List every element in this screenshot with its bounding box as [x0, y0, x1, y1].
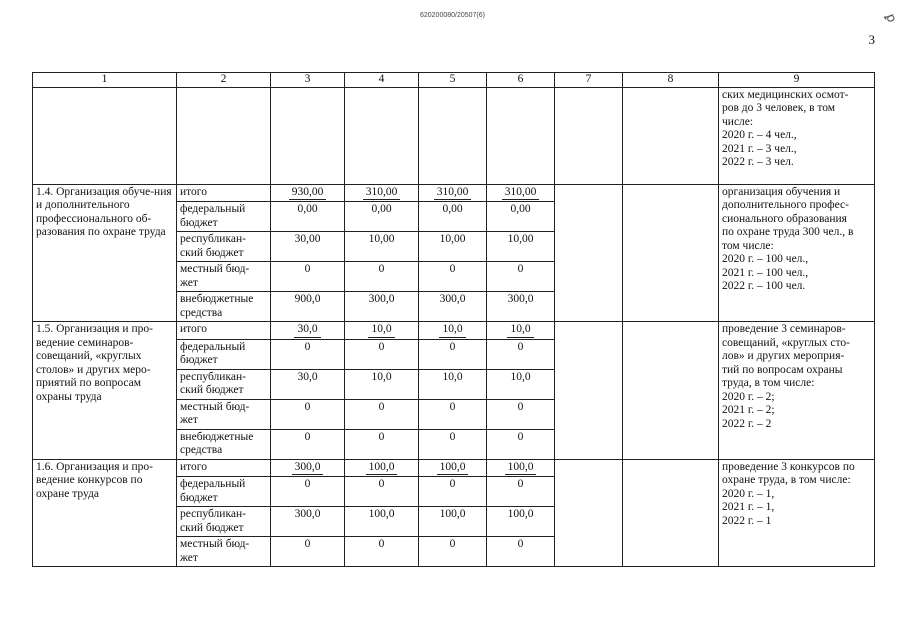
amount-cell — [419, 399, 487, 429]
amount-cell — [419, 429, 487, 459]
amount-cell — [271, 459, 345, 477]
result-line: 2021 г. – 2; — [722, 404, 775, 416]
amount-cell — [345, 184, 419, 202]
amount-value: 0 — [449, 430, 456, 443]
amount-cell — [345, 537, 419, 567]
result-cell — [719, 322, 875, 460]
amount-cell — [271, 399, 345, 429]
funding-source: республикан-ский бюджет — [177, 232, 271, 262]
amount-value: 0 — [449, 400, 456, 413]
amount-cell — [419, 292, 487, 322]
amount-cell — [419, 184, 487, 202]
amount-value: 300,0 — [368, 293, 395, 305]
activity-name: 1.4. Организация обуче-ния и дополнительного профессионального об-разования по охране труда — [33, 184, 177, 322]
funding-source: республикан-ский бюджет — [177, 369, 271, 399]
amount-cell — [271, 339, 345, 369]
funding-source: итого — [177, 322, 271, 340]
amount-cell — [419, 477, 487, 507]
amount-cell — [487, 339, 555, 369]
funding-source: федеральный бюджет — [177, 477, 271, 507]
amount-value: 0 — [304, 430, 311, 443]
result-line: проведение 3 семинаров- — [722, 323, 846, 335]
result-line: по охране труда 300 чел., в — [722, 226, 854, 238]
result-line: 2020 г. – 1, — [722, 487, 775, 500]
funding-source: местный бюд-жет — [177, 537, 271, 567]
empty-column-8 — [623, 184, 719, 322]
amount-cell — [419, 232, 487, 262]
empty-column-7 — [555, 184, 623, 322]
result-cell — [719, 184, 875, 322]
amount-value: 300,0 — [439, 293, 466, 305]
amount-value: 0 — [304, 538, 311, 550]
amount-cell — [487, 232, 555, 262]
amount-cell — [345, 477, 419, 507]
amount-cell — [419, 459, 487, 477]
result-line: 2021 г. – 1, — [722, 501, 775, 513]
budget-row — [33, 322, 875, 340]
amount-cell — [487, 262, 555, 292]
amount-value: 0 — [304, 340, 311, 353]
activity-name: 1.5. Организация и про-ведение семинаров-совещаний, «круглых столов» и других меро-приятий по вопросам охраны труда — [33, 322, 177, 460]
amount-cell — [345, 399, 419, 429]
amount-cell — [271, 262, 345, 292]
column-header: 2 — [177, 73, 271, 88]
amount-value: 10,0 — [371, 370, 392, 383]
column-header: 7 — [555, 73, 623, 88]
amount-value: 10,0 — [442, 370, 463, 383]
amount-value: 0 — [517, 478, 524, 490]
amount-value: 100,0 — [505, 461, 537, 476]
funding-source: местный бюд-жет — [177, 262, 271, 292]
amount-cell — [419, 507, 487, 537]
amount-value: 0 — [449, 538, 456, 550]
funding-source: внебюджетные средства — [177, 292, 271, 322]
result-line: 2022 г. – 2 — [722, 417, 772, 430]
amount-cell — [345, 507, 419, 537]
result-line: 2021 г. – 3 чел., — [722, 142, 797, 155]
amount-value: 10,0 — [510, 370, 531, 383]
funding-source: внебюджетные средства — [177, 429, 271, 459]
amount-cell — [487, 537, 555, 567]
result-line: 2020 г. – 100 чел., — [722, 253, 809, 265]
amount-cell — [345, 369, 419, 399]
amount-cell — [271, 369, 345, 399]
empty-column-7 — [555, 459, 623, 567]
result-line: совещаний, «круглых сто- — [722, 336, 850, 349]
amount-value: 10,00 — [439, 233, 466, 245]
result-cell — [719, 459, 875, 567]
amount-value: 100,0 — [439, 508, 466, 520]
amount-value: 0 — [304, 478, 311, 490]
amount-cell — [419, 537, 487, 567]
amount-value: 0 — [378, 263, 385, 275]
amount-value: 0 — [449, 478, 456, 490]
amount-value: 100,0 — [437, 461, 469, 476]
amount-value: 10,0 — [507, 323, 533, 338]
amount-value: 0 — [378, 400, 385, 413]
empty-column-8 — [623, 322, 719, 460]
amount-value: 930,00 — [289, 186, 327, 201]
amount-cell — [487, 184, 555, 202]
result-line: 2022 г. – 3 чел. — [722, 156, 794, 168]
amount-value: 10,00 — [507, 233, 534, 245]
column-header: 3 — [271, 73, 345, 88]
amount-cell — [419, 202, 487, 232]
amount-value: 30,0 — [297, 370, 318, 383]
result-line: лов» и других мероприя- — [722, 350, 845, 362]
amount-cell — [345, 292, 419, 322]
amount-value: 0 — [378, 538, 385, 550]
funding-source: местный бюд-жет — [177, 399, 271, 429]
funding-source: итого — [177, 459, 271, 477]
document-code: 620200080/20507(6) — [419, 12, 485, 19]
amount-cell — [345, 459, 419, 477]
amount-cell — [345, 202, 419, 232]
amount-value: 300,0 — [294, 508, 321, 520]
result-line: дополнительного профес- — [722, 199, 849, 211]
amount-cell — [345, 322, 419, 340]
continuation-row — [33, 87, 875, 184]
result-line: тий по вопросам охраны — [722, 363, 843, 376]
amount-cell — [487, 459, 555, 477]
amount-cell — [419, 339, 487, 369]
amount-cell — [487, 202, 555, 232]
amount-cell — [487, 399, 555, 429]
amount-value: 0 — [378, 478, 385, 490]
amount-value: 10,0 — [368, 323, 394, 338]
amount-cell — [271, 429, 345, 459]
funding-source: итого — [177, 184, 271, 202]
amount-value: 0,00 — [297, 203, 318, 215]
result-line: проведение 3 конкурсов по — [722, 460, 855, 473]
amount-cell — [487, 322, 555, 340]
amount-cell — [271, 232, 345, 262]
amount-value: 310,00 — [434, 186, 472, 201]
amount-cell — [271, 184, 345, 202]
amount-cell — [487, 369, 555, 399]
page-number: 3 — [868, 32, 875, 47]
funding-source: федеральный бюджет — [177, 339, 271, 369]
amount-cell — [271, 537, 345, 567]
result-line: организация обучения и — [722, 185, 841, 198]
handwritten-mark: ꝑ — [882, 11, 900, 25]
amount-value: 10,0 — [439, 323, 465, 338]
amount-value: 10,00 — [368, 233, 395, 245]
amount-cell — [345, 339, 419, 369]
amount-value: 0,00 — [442, 203, 463, 215]
amount-value: 310,00 — [502, 186, 540, 201]
amount-value: 0 — [517, 340, 524, 353]
funding-source: республикан-ский бюджет — [177, 507, 271, 537]
amount-value: 100,0 — [368, 508, 395, 520]
result-line: 2020 г. – 4 чел., — [722, 129, 797, 141]
amount-value: 300,0 — [507, 293, 534, 305]
amount-cell — [271, 507, 345, 537]
amount-value: 0 — [517, 538, 524, 550]
column-header: 9 — [719, 73, 875, 88]
result-line: сионального образования — [722, 212, 847, 225]
amount-value: 900,0 — [294, 293, 321, 305]
column-header: 4 — [345, 73, 419, 88]
amount-value: 0 — [304, 263, 311, 275]
empty-column-7 — [555, 322, 623, 460]
amount-cell — [487, 292, 555, 322]
amount-cell — [345, 232, 419, 262]
budget-row — [33, 459, 875, 477]
amount-cell — [419, 369, 487, 399]
result-line: 2022 г. – 100 чел. — [722, 280, 806, 292]
amount-value: 0 — [517, 400, 524, 413]
amount-value: 310,00 — [363, 186, 401, 201]
activity-name: 1.6. Организация и про-ведение конкурсов по охране труда — [33, 459, 177, 567]
amount-cell — [271, 202, 345, 232]
amount-cell — [419, 322, 487, 340]
amount-value: 0 — [378, 340, 385, 353]
amount-value: 0 — [449, 340, 456, 353]
amount-cell — [419, 262, 487, 292]
amount-value: 0 — [449, 263, 456, 275]
column-number-row — [33, 73, 875, 88]
result-line: 2021 г. – 100 чел., — [722, 266, 809, 279]
amount-cell — [487, 507, 555, 537]
amount-value: 0,00 — [371, 203, 392, 215]
result-line: охране труда, в том числе: — [722, 474, 851, 486]
amount-cell — [271, 292, 345, 322]
amount-value: 0 — [517, 430, 524, 443]
amount-value: 100,0 — [507, 508, 534, 520]
amount-value: 0 — [517, 263, 524, 275]
result-cell — [719, 87, 875, 184]
amount-value: 0 — [304, 400, 311, 413]
column-header: 1 — [33, 73, 177, 88]
amount-cell — [271, 322, 345, 340]
result-line: ров до 3 человек, в том — [722, 102, 836, 114]
amount-value: 0 — [378, 430, 385, 443]
empty-column-8 — [623, 459, 719, 567]
amount-cell — [487, 429, 555, 459]
result-line: ских медицинских осмот- — [722, 88, 849, 101]
column-header: 8 — [623, 73, 719, 88]
funding-source: федеральный бюджет — [177, 202, 271, 232]
result-line: том числе: — [722, 239, 774, 252]
budget-row — [33, 184, 875, 202]
program-table — [32, 72, 875, 567]
column-header: 5 — [419, 73, 487, 88]
amount-cell — [345, 429, 419, 459]
amount-value: 30,0 — [294, 323, 320, 338]
column-header: 6 — [487, 73, 555, 88]
amount-cell — [345, 262, 419, 292]
amount-value: 30,00 — [294, 233, 321, 245]
amount-cell — [487, 477, 555, 507]
result-line: 2022 г. – 1 — [722, 514, 772, 527]
amount-value: 100,0 — [366, 461, 398, 476]
amount-value: 0,00 — [510, 203, 531, 215]
result-line: 2020 г. – 2; — [722, 390, 775, 403]
result-line: числе: — [722, 115, 754, 128]
result-line: труда, в том числе: — [722, 377, 815, 389]
amount-cell — [271, 477, 345, 507]
amount-value: 300,0 — [292, 461, 324, 476]
